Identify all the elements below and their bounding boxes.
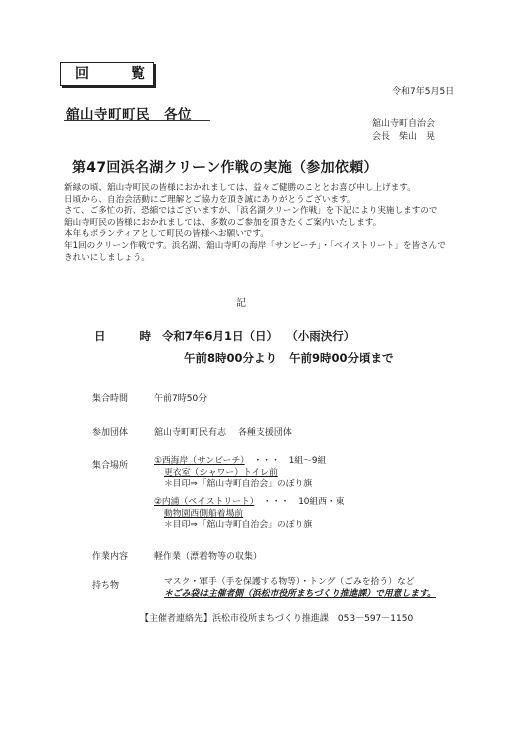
place-1: [154, 456, 326, 491]
place-1-line: [154, 456, 326, 468]
body-line: 新緑の頃、舘山寺町民の皆様におかれましては、益々ご健勝のこととお喜び申し上げます。: [64, 183, 416, 193]
place-1-groups: 1組～9組: [288, 456, 327, 466]
recipient-underline: [64, 120, 210, 121]
event-date-line: [162, 328, 355, 344]
body-line: さて、ご多忙の折、恐縮ではございますが、「浜名湖クリーン作戦」を下記により実施しますので: [64, 206, 438, 217]
sender-block: [372, 118, 435, 144]
gather-time-label: 集合時間: [92, 394, 129, 404]
bring-block: [164, 577, 436, 600]
bring-label: 持ち物: [92, 581, 120, 591]
place-2-mark: ＊目印⇒「舘山寺町自治会」のぼり旗: [164, 520, 313, 531]
start-time: 午前8時00分より: [184, 351, 278, 365]
datetime-label-time: 時: [139, 329, 157, 343]
body-paragraph: [64, 183, 446, 264]
place-1-mark: ＊目印⇒「舘山寺町自治会」のぼり旗: [164, 479, 313, 490]
datetime-label: [94, 328, 157, 344]
place-2-line: [154, 497, 345, 509]
sender-name: 会長 柴山 晃: [372, 132, 436, 142]
place-2-dots: ・・・: [262, 497, 290, 507]
event-date: 令和7年6月1日（日）: [162, 329, 279, 343]
sender-org: 舘山寺町自治会: [372, 119, 436, 129]
groups-label: 参加団体: [92, 428, 129, 438]
datetime-label-day: 日: [94, 329, 112, 343]
document-title: 第47回浜名湖クリーン作戦の実施（参加依頼）: [72, 160, 378, 176]
place-2-groups: 10組西・東: [298, 497, 345, 507]
document-date: 令和7年5月5日: [392, 87, 455, 97]
place-2-sub: 動物園西側船着場前: [164, 508, 244, 519]
place-1-sub: 更衣室（シャワー）トイレ前: [164, 467, 278, 478]
place-1-name: ①西海岸（サンビーチ）: [154, 456, 245, 466]
bring-note: ＊ごみ袋は主催者側（浜松市役所まちづくり推進課）で用意します。: [164, 588, 436, 599]
circulation-stamp: 回 覧: [60, 62, 154, 86]
body-line: きれいにしましょう。: [64, 252, 150, 263]
body-line: 舘山寺町民の皆様におかれましては、多数のご参加を頂きたくご案内いたします。: [64, 217, 382, 228]
groups-value: 舘山寺町町民有志 各種支援団体: [154, 428, 292, 438]
event-time-line: [184, 350, 394, 366]
recipient-heading: 舘山寺町町民 各位: [66, 107, 192, 123]
contact-line: 【主催者連絡先】浜松市役所まちづくり推進課 053－597－1150: [140, 614, 414, 624]
place-2: [154, 497, 345, 532]
ki-heading: 記: [236, 298, 246, 309]
body-line: 年1回のクリーン作戦です。浜名湖、舘山寺町の海岸「サンビーチ」・「ベイストリート」を皆さんで: [64, 240, 446, 251]
place-1-dots: ・・・: [253, 456, 280, 466]
work-label: 作業内容: [92, 552, 129, 562]
place-2-name: ②内浦（ベイストリート）: [154, 497, 255, 507]
body-line: 本年もボランティアとして町民の皆様へお願いです。: [64, 229, 269, 240]
gather-time-value: 午前7時50分: [154, 394, 208, 404]
end-time: 午前9時00分頃まで: [289, 351, 394, 365]
rain-note: （小雨決行）: [292, 329, 356, 343]
body-line: 日頃から、自治会活動にご理解とご協力を頂き誠にありがとうございます。: [64, 194, 356, 205]
bring-value: マスク・軍手（手を保護する物等）・トング（ごみを拾う）など: [164, 577, 415, 587]
work-value: 軽作業（漂着物等の収集）: [154, 552, 263, 562]
places-label: 集合場所: [92, 461, 129, 471]
